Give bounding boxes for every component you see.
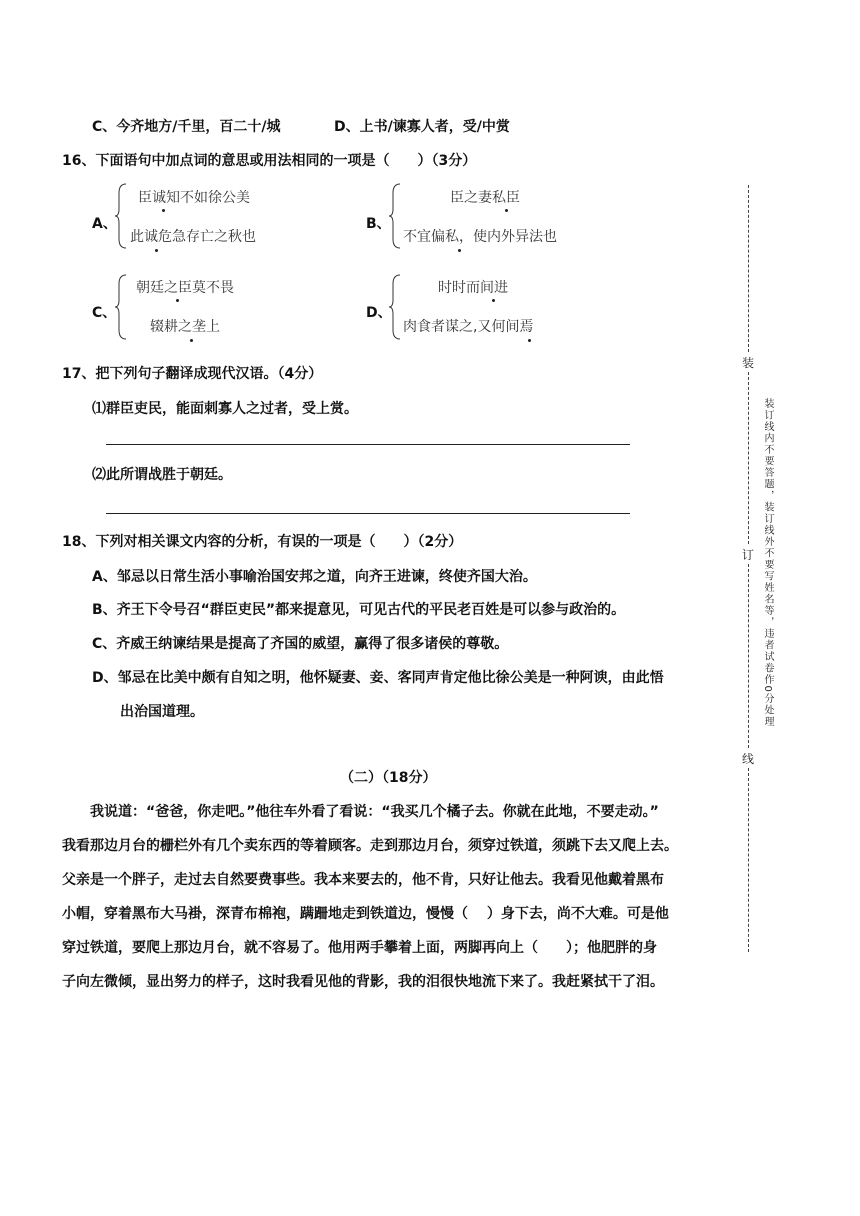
q16-stem: 16、下面语句中加点词的意思或用法相同的一项是（ ）（3分） [62, 153, 477, 169]
binding-char-zhuang: 装 [742, 356, 755, 370]
q18-option-b: B、齐王下令号召“群臣吏民”都来提意见，可见古代的平民老百姓是可以参与政治的。 [92, 602, 626, 618]
section-title: （二）（18分） [340, 770, 437, 786]
passage-line: 父亲是一个胖子，走过去自然要费事些。我本来要去的，他不肯，只好让他去。我看见他戴着黑布 [62, 872, 664, 888]
answer-line-1[interactable] [106, 444, 630, 445]
q17-sentence-2: ⑵此所谓战胜于朝廷。 [92, 467, 232, 483]
q16-d-sentence-2: 肉食者谋之,又何间焉 [403, 319, 534, 335]
q18-option-c: C、齐威王纳谏结果是提高了齐国的威望，赢得了很多诸侯的尊敬。 [92, 636, 509, 652]
q15-option-d: D、上书/谏寡人者，受/中赏 [334, 119, 510, 135]
q16-b-sentence-1: 臣之妻私臣 [450, 190, 520, 206]
q17-stem: 17、把下列句子翻译成现代汉语。（4分） [62, 366, 323, 382]
q16-b-brace [388, 183, 402, 249]
q16-a-label: A、 [92, 216, 117, 232]
q16-c-sentence-2: 辍耕之垄上 [150, 319, 220, 335]
emphasis-dot [155, 249, 158, 252]
binding-line-segment [748, 564, 749, 748]
binding-line-segment [748, 372, 749, 544]
q18-option-d-line-2: 出治国道理。 [120, 704, 204, 720]
emphasis-dot [528, 339, 531, 342]
passage-line: 小帽，穿着黑布大马褂，深青布棉袍，蹒跚地走到铁道边，慢慢（ ）身下去，尚不大难。可是他 [62, 906, 669, 922]
binding-warning-note: 装订线内不要答题，装订线外不要写姓名等，违者试卷作0分处理 [762, 398, 773, 728]
q16-a-sentence-1: 臣诚知不如徐公美 [138, 190, 250, 206]
q16-d-label: D、 [366, 305, 392, 321]
binding-char-xian: 线 [742, 752, 755, 766]
q16-a-brace [114, 183, 128, 249]
reading-passage [62, 795, 722, 999]
q16-a-sentence-2: 此诚危急存亡之秋也 [130, 229, 256, 245]
answer-line-2[interactable] [106, 513, 630, 514]
emphasis-dot [176, 299, 179, 302]
binding-line-segment [748, 185, 749, 352]
q18-option-d-line-1: D、邹忌在比美中颇有自知之明，他怀疑妻、妾、客同声肯定他比徐公美是一种阿谀，由此悟 [92, 670, 664, 686]
q17-sentence-1: ⑴群臣吏民，能面刺寡人之过者，受上赏。 [92, 401, 358, 417]
q16-d-sentence-1: 时时而间进 [438, 280, 508, 296]
q16-c-brace [114, 274, 128, 340]
emphasis-dot [492, 299, 495, 302]
passage-line: 穿过铁道，要爬上那边月台，就不容易了。他用两手攀着上面，两脚再向上（ ）；他肥胖的身 [62, 940, 657, 956]
q16-d-brace [388, 274, 402, 340]
emphasis-dot [458, 249, 461, 252]
q16-b-label: B、 [366, 216, 391, 232]
q15-option-c: C、今齐地方/千里，百二十/城 [92, 119, 281, 135]
emphasis-dot [190, 339, 193, 342]
q16-c-sentence-1: 朝廷之臣莫不畏 [136, 280, 234, 296]
passage-line: 我看那边月台的栅栏外有几个卖东西的等着顾客。走到那边月台，须穿过铁道，须跳下去又爬上去。 [62, 838, 678, 854]
q18-option-a: A、邹忌以日常生活小事喻治国安邦之道，向齐王进谏，终使齐国大治。 [92, 569, 537, 585]
q16-b-sentence-2: 不宜偏私，使内外异法也 [403, 229, 557, 245]
emphasis-dot [162, 209, 165, 212]
q16-c-label: C、 [92, 305, 117, 321]
emphasis-dot [505, 209, 508, 212]
passage-line: 子向左微倾，显出努力的样子，这时我看见他的背影，我的泪很快地流下来了。我赶紧拭干了泪。 [62, 974, 664, 990]
binding-char-ding: 订 [742, 548, 755, 562]
binding-line-segment [748, 768, 749, 952]
q18-stem: 18、下列对相关课文内容的分析，有误的一项是（ ）（2分） [62, 534, 463, 550]
passage-line: 我说道：“爸爸，你走吧。”他往车外看了看说：“我买几个橘子去。你就在此地，不要走动。” [90, 804, 659, 820]
